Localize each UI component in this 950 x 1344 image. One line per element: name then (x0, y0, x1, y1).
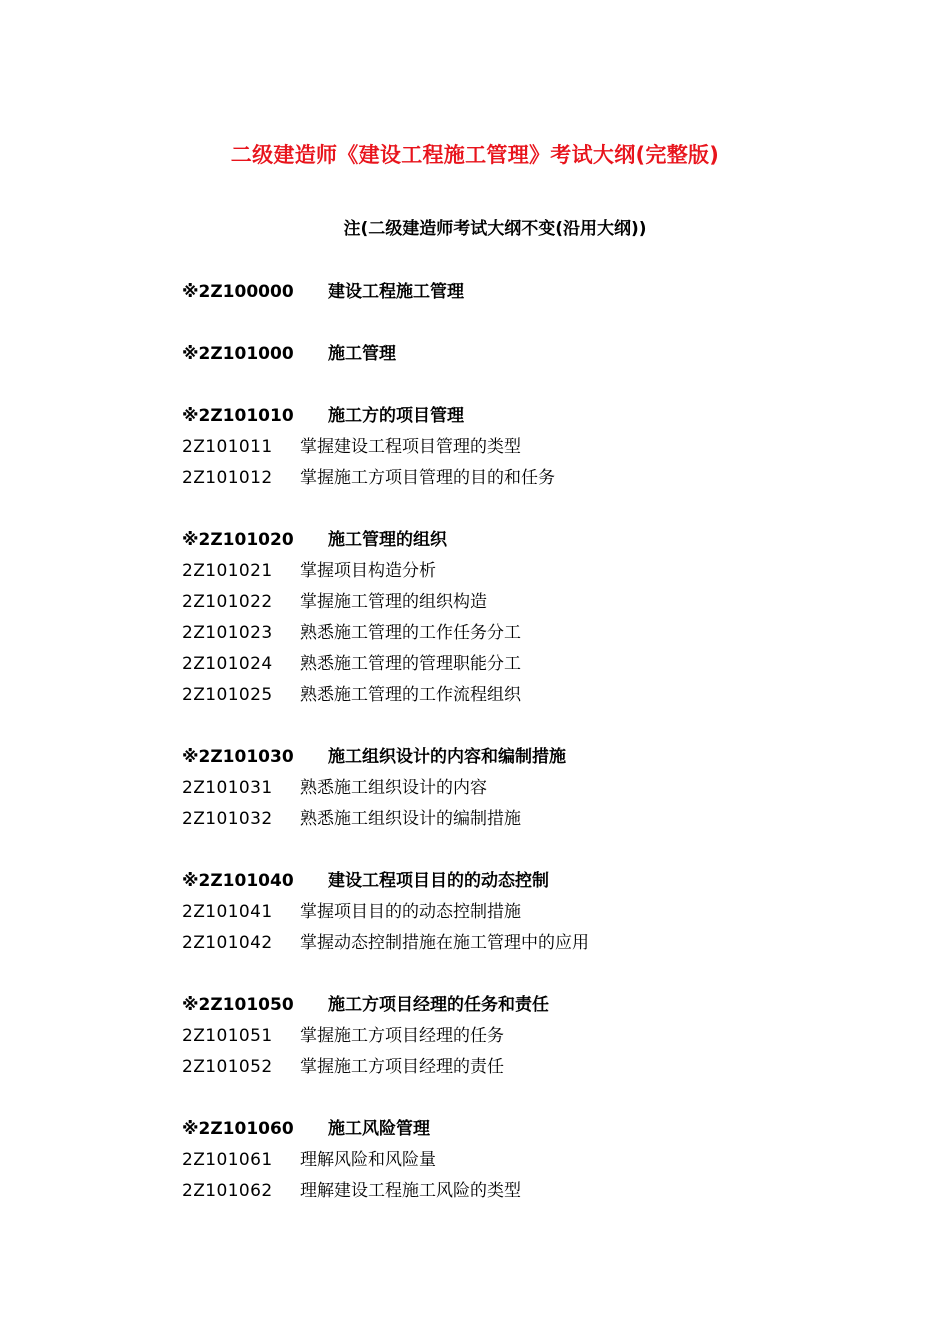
item-text: 理解建设工程施工风险的类型 (300, 1181, 521, 1201)
outline-item (182, 463, 902, 494)
outline-item (182, 1145, 902, 1176)
section-heading (182, 866, 902, 897)
outline-item (182, 556, 902, 587)
item-code: 2Z101062 (182, 1181, 273, 1201)
section-code: ※2Z101020 (182, 530, 294, 550)
section-code: ※2Z101040 (182, 871, 294, 891)
document-title: 二级建造师《建设工程施工管理》考试大纲(完整版) (230, 143, 720, 167)
spacer (182, 308, 902, 339)
item-text: 熟悉施工组织设计的编制措施 (300, 809, 521, 829)
item-code: 2Z101031 (182, 778, 273, 798)
section-title: 施工方项目经理的任务和责任 (328, 995, 549, 1015)
outline-item (182, 897, 902, 928)
item-text: 熟悉施工管理的工作流程组织 (300, 685, 521, 705)
item-text: 掌握施工管理的组织构造 (300, 592, 487, 612)
item-code: 2Z101021 (182, 561, 273, 581)
section-heading (182, 401, 902, 432)
item-text: 熟悉施工组织设计的内容 (300, 778, 487, 798)
item-text: 掌握施工方项目经理的责任 (300, 1057, 504, 1077)
outline-item (182, 680, 902, 711)
spacer (182, 959, 902, 990)
section-heading (182, 1114, 902, 1145)
document-note: 注(二级建造师考试大纲不变(沿用大纲)) (343, 219, 647, 239)
outline-item (182, 1052, 902, 1083)
item-code: 2Z101025 (182, 685, 273, 705)
section-code: ※2Z100000 (182, 282, 294, 302)
outline-item (182, 649, 902, 680)
item-code: 2Z101024 (182, 654, 273, 674)
item-text: 熟悉施工管理的工作任务分工 (300, 623, 521, 643)
section-title: 施工方的项目管理 (328, 406, 464, 426)
item-code: 2Z101061 (182, 1150, 273, 1170)
item-text: 掌握项目构造分析 (300, 561, 436, 581)
outline-item (182, 1176, 902, 1207)
item-code: 2Z101051 (182, 1026, 273, 1046)
item-code: 2Z101052 (182, 1057, 273, 1077)
spacer (182, 370, 902, 401)
section-heading (182, 990, 902, 1021)
section-heading (182, 277, 902, 308)
section-heading (182, 525, 902, 556)
spacer (182, 835, 902, 866)
section-code: ※2Z101030 (182, 747, 294, 767)
section-code: ※2Z101000 (182, 344, 294, 364)
outline-item (182, 432, 902, 463)
item-text: 掌握施工方项目管理的目的和任务 (300, 468, 555, 488)
section-title: 建设工程项目目的的动态控制 (328, 871, 549, 891)
section-title: 建设工程施工管理 (328, 282, 464, 302)
section-title: 施工管理 (328, 344, 396, 364)
outline-item (182, 928, 902, 959)
section-code: ※2Z101010 (182, 406, 294, 426)
item-text: 掌握施工方项目经理的任务 (300, 1026, 504, 1046)
section-title: 施工组织设计的内容和编制措施 (328, 747, 566, 767)
outline (182, 277, 902, 1207)
outline-item (182, 587, 902, 618)
section-title: 施工风险管理 (328, 1119, 430, 1139)
item-code: 2Z101023 (182, 623, 273, 643)
section-code: ※2Z101060 (182, 1119, 294, 1139)
outline-item (182, 773, 902, 804)
item-code: 2Z101041 (182, 902, 273, 922)
spacer (182, 1083, 902, 1114)
item-code: 2Z101042 (182, 933, 273, 953)
section-heading (182, 339, 902, 370)
item-text: 掌握建设工程项目管理的类型 (300, 437, 521, 457)
item-text: 掌握动态控制措施在施工管理中的应用 (300, 933, 589, 953)
item-code: 2Z101032 (182, 809, 273, 829)
outline-item (182, 804, 902, 835)
item-text: 熟悉施工管理的管理职能分工 (300, 654, 521, 674)
item-text: 理解风险和风险量 (300, 1150, 436, 1170)
item-code: 2Z101022 (182, 592, 273, 612)
section-code: ※2Z101050 (182, 995, 294, 1015)
item-code: 2Z101012 (182, 468, 273, 488)
spacer (182, 711, 902, 742)
item-text: 掌握项目目的的动态控制措施 (300, 902, 521, 922)
item-code: 2Z101011 (182, 437, 273, 457)
section-heading (182, 742, 902, 773)
outline-item (182, 1021, 902, 1052)
spacer (182, 494, 902, 525)
section-title: 施工管理的组织 (328, 530, 447, 550)
outline-item (182, 618, 902, 649)
